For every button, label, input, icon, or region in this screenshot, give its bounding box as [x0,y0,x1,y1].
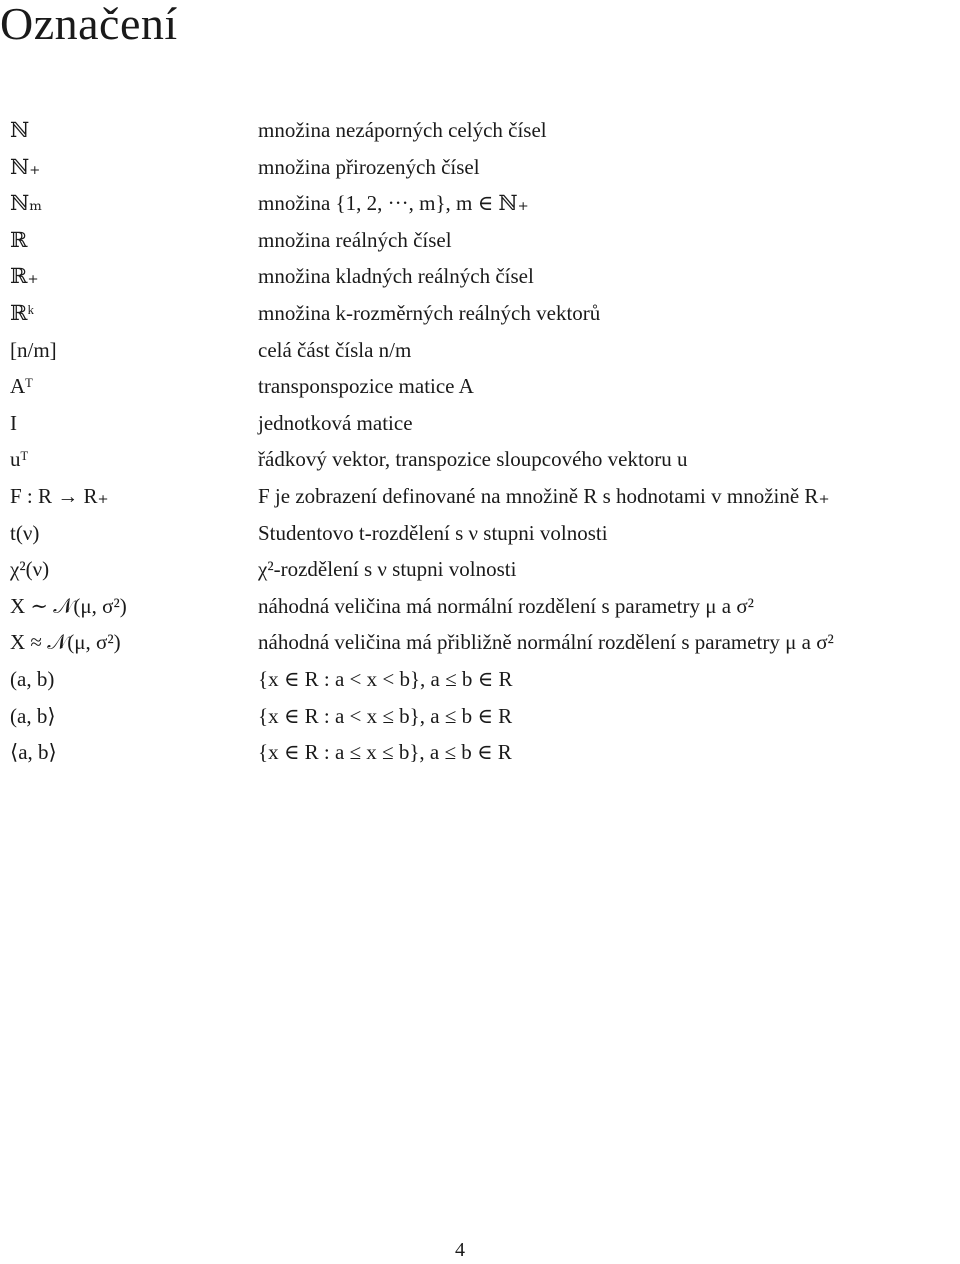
notation-row [0,368,960,405]
notation-symbol: ℝ₊ [10,264,39,289]
notation-meaning: řádkový vektor, transpozice sloupcového vektoru u [258,447,688,472]
notation-meaning: celá část čísla n/m [258,337,412,362]
notation-symbol: ⟨a, b⟩ [10,740,57,765]
notation-symbol: I [10,410,17,435]
notation-row [0,661,960,698]
notation-symbol: χ²(ν) [10,557,50,582]
notation-row [0,734,960,771]
notation-row [0,551,960,588]
notation-meaning: {x ∈ R : a ≤ x ≤ b}, a ≤ b ∈ R [258,740,512,765]
notation-row [0,185,960,222]
page-number: 4 [455,1239,465,1261]
notation-row [0,112,960,149]
notation-row [0,698,960,735]
notation-meaning: množina {1, 2, ···, m}, m ∈ ℕ₊ [258,191,529,216]
notation-symbol: ℕₘ [10,191,43,216]
notation-list [0,112,960,771]
notation-meaning: náhodná veličina má přibližně normální rozdělení s parametry μ a σ² [258,630,834,655]
notation-meaning: náhodná veličina má normální rozdělení s parametry μ a σ² [258,593,754,618]
notation-meaning: množina přirozených čísel [258,154,480,179]
notation-row [0,588,960,625]
notation-symbol: X ≈ 𝒩(μ, σ²) [10,630,121,655]
notation-symbol: t(ν) [10,520,40,545]
notation-meaning: transponspozice matice A [258,374,474,399]
notation-row [0,478,960,515]
notation-symbol: (a, b) [10,666,55,691]
notation-row [0,405,960,442]
notation-meaning: F je zobrazení definované na množině R s hodnotami v množině R₊ [258,483,830,508]
notation-symbol: (a, b⟩ [10,703,56,728]
notation-row [0,624,960,661]
notation-meaning: jednotková matice [258,410,413,435]
notation-row [0,258,960,295]
notation-row [0,441,960,478]
notation-row [0,295,960,332]
page-title: Označení [0,0,178,49]
notation-symbol: [n/m] [10,337,57,362]
notation-symbol: X ∼ 𝒩(μ, σ²) [10,593,127,618]
notation-symbol: ℝᵏ [10,300,35,325]
notation-symbol: uᵀ [10,447,29,472]
notation-meaning: χ²-rozdělení s ν stupni volnosti [258,557,517,582]
notation-symbol: ℕ [10,118,30,142]
notation-symbol: F : R → R₊ [10,483,109,508]
notation-meaning: množina k-rozměrných reálných vektorů [258,300,601,325]
notation-row [0,515,960,552]
notation-meaning: Studentovo t-rozdělení s ν stupni volnosti [258,520,608,545]
notation-symbol: Aᵀ [10,374,33,399]
notation-meaning: {x ∈ R : a < x < b}, a ≤ b ∈ R [258,666,513,691]
notation-row [0,332,960,369]
notation-meaning: {x ∈ R : a < x ≤ b}, a ≤ b ∈ R [258,703,513,728]
notation-symbol: ℝ [10,227,28,252]
notation-meaning: množina kladných reálných čísel [258,264,534,289]
notation-meaning: množina nezáporných celých čísel [258,118,547,142]
notation-meaning: množina reálných čísel [258,227,452,252]
notation-row [0,222,960,259]
notation-symbol: ℕ₊ [10,154,41,179]
notation-row [0,149,960,186]
